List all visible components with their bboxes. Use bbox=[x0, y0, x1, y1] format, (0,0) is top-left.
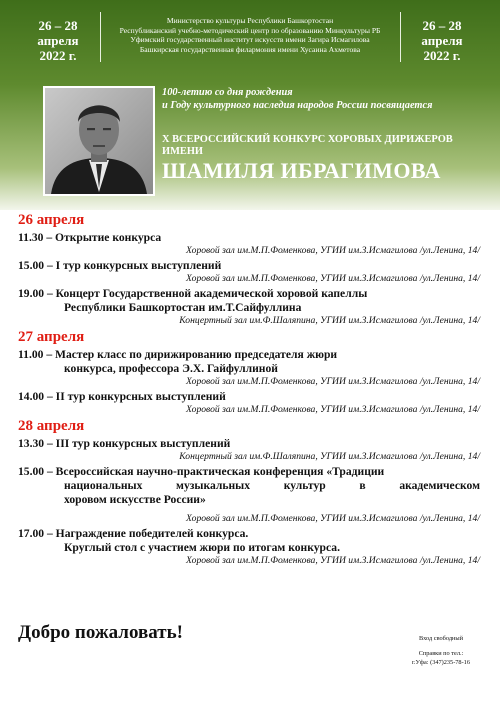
day-heading: 27 апреля bbox=[18, 329, 85, 345]
event-location: Хоровой зал им.М.П.Фоменкова, УГИИ им.З.Исмагилова /ул.Ленина, 14/ bbox=[186, 555, 480, 566]
event-title: 11.30 – Открытие конкурса bbox=[18, 231, 162, 244]
dedication-line: и Году культурного наследия народов России посвящается bbox=[162, 100, 433, 111]
organizers-list bbox=[100, 16, 400, 54]
event-location: Концертный зал им.Ф.Шаляпина, УГИИ им.З.Исмагилова /ул.Ленина, 14/ bbox=[179, 451, 480, 462]
welcome-text: Добро пожаловать! bbox=[18, 622, 183, 643]
event-title: 13.30 – III тур конкурсных выступлений bbox=[18, 437, 231, 450]
divider-line-right bbox=[400, 12, 401, 62]
event-location: Хоровой зал им.М.П.Фоменкова, УГИИ им.З.Исмагилова /ул.Ленина, 14/ bbox=[186, 404, 480, 415]
honoree-name: ШАМИЛЯ ИБРАГИМОВА bbox=[162, 158, 441, 183]
event-title: 14.00 – II тур конкурсных выступлений bbox=[18, 390, 226, 403]
contest-title-line: X ВСЕРОССИЙСКИЙ КОНКУРС ХОРОВЫХ ДИРИЖЕРОВ bbox=[162, 134, 453, 145]
contest-title bbox=[162, 134, 453, 158]
event-location: Хоровой зал им.М.П.Фоменкова, УГИИ им.З.Исмагилова /ул.Ленина, 14/ bbox=[186, 273, 480, 284]
dedication-line: 100-летию со дня рождения bbox=[162, 87, 293, 98]
portrait-image bbox=[45, 88, 153, 194]
date-year: 2022 г. bbox=[39, 48, 77, 63]
date-month: апреля bbox=[37, 33, 79, 48]
portrait-photo bbox=[43, 86, 155, 196]
organizer-center: Республиканский учебно-методический центр по образованию Минкультуры РБ bbox=[119, 25, 381, 35]
event-title: 19.00 – Концерт Государственной академической хоровой капеллы bbox=[18, 287, 368, 300]
header-banner bbox=[0, 0, 500, 210]
event-title-continued: хоровом искусстве России» bbox=[64, 493, 206, 506]
date-year: 2022 г. bbox=[423, 48, 461, 63]
contact-phone: г.Уфа: (347)235-78-16 bbox=[412, 659, 470, 666]
event-location: Хоровой зал им.М.П.Фоменкова, УГИИ им.З.Исмагилова /ул.Ленина, 14/ bbox=[186, 245, 480, 256]
program-schedule bbox=[18, 210, 480, 567]
event-title-continued: национальных музыкальных культур в академическом bbox=[64, 479, 480, 492]
contest-title-line: ИМЕНИ bbox=[162, 146, 203, 157]
event-title-continued: конкурса, профессора Э.Х. Гайфуллиной bbox=[64, 362, 278, 375]
entry-note: Вход свободный bbox=[419, 635, 463, 642]
date-range: 26 – 28 bbox=[422, 18, 462, 33]
event-title: 17.00 – Награждение победителей конкурса. bbox=[18, 527, 249, 540]
event-title: 15.00 – I тур конкурсных выступлений bbox=[18, 259, 222, 272]
event-title: 11.00 – Мастер класс по дирижированию председателя жюри bbox=[18, 348, 338, 361]
event-title-continued: Круглый стол с участием жюри по итогам конкурса. bbox=[64, 541, 340, 554]
event-title: 15.00 – Всероссийская научно-практическая конференция «Традиции bbox=[18, 465, 385, 478]
day-heading: 26 апреля bbox=[18, 212, 85, 228]
organizer-ministry: Министерство культуры Республики Башкортостан bbox=[166, 16, 334, 25]
contact-info bbox=[400, 634, 482, 667]
event-location: Хоровой зал им.М.П.Фоменкова, УГИИ им.З.Исмагилова /ул.Ленина, 14/ bbox=[186, 513, 480, 524]
date-month: апреля bbox=[421, 33, 463, 48]
event-location: Хоровой зал им.М.П.Фоменкова, УГИИ им.З.Исмагилова /ул.Ленина, 14/ bbox=[186, 376, 480, 387]
dedication-text bbox=[162, 86, 492, 112]
organizer-institute: Уфимский государственный институт искусств имени Загира Исмагилова bbox=[130, 35, 370, 45]
event-location: Концертный зал им.Ф.Шаляпина, УГИИ им.З.Исмагилова /ул.Ленина, 14/ bbox=[179, 315, 480, 326]
event-title-continued: Республики Башкортостан им.Т.Сайфуллина bbox=[64, 301, 302, 314]
date-range: 26 – 28 bbox=[38, 18, 78, 33]
contact-label: Справки по тел.: bbox=[418, 650, 464, 657]
organizer-philharmonic: Башкирская государственная филармония имени Хусаина Ахметова bbox=[139, 44, 361, 54]
date-block-left bbox=[18, 18, 98, 63]
date-block-right bbox=[402, 18, 482, 63]
day-heading: 28 апреля bbox=[18, 418, 85, 434]
